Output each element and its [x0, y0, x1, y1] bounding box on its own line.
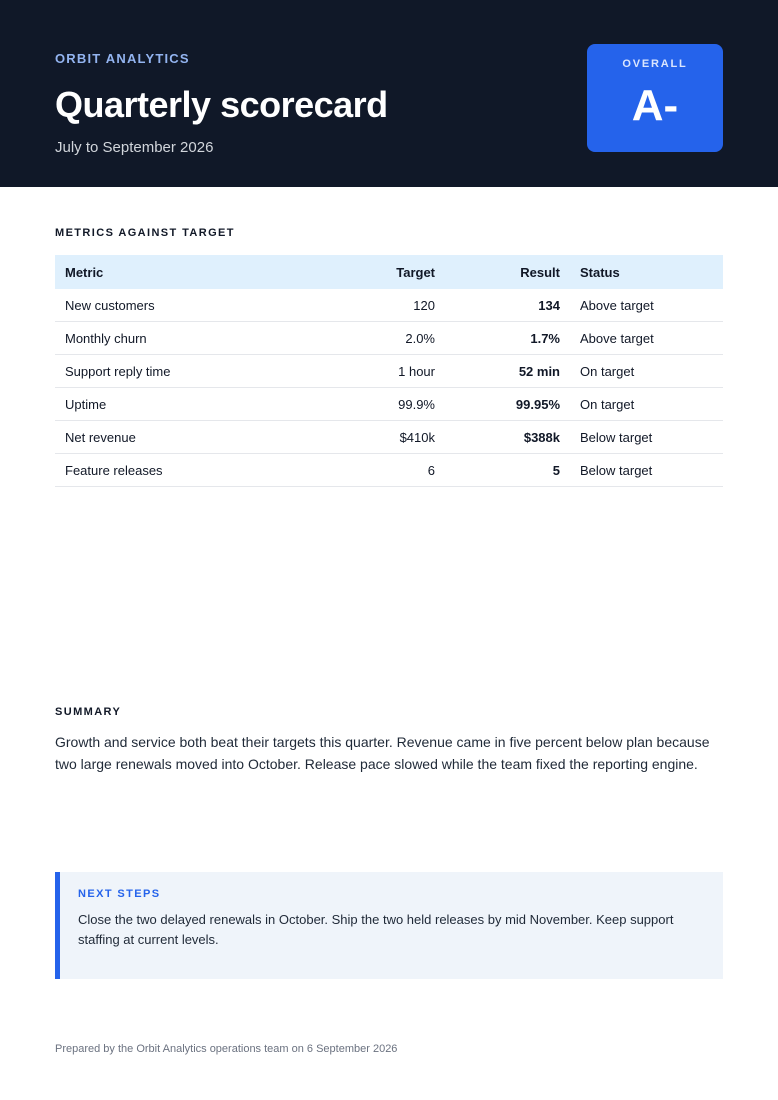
table-row [55, 322, 723, 355]
result-cell: 1.7% [445, 322, 570, 355]
next-steps-label: NEXT STEPS [78, 888, 161, 900]
result-cell: 134 [445, 289, 570, 322]
footer-note: Prepared by the Orbit Analytics operations team on 6 September 2026 [55, 1043, 398, 1055]
metrics-section-label: METRICS AGAINST TARGET [55, 227, 235, 239]
target-cell: $410k [315, 421, 445, 454]
status-cell: Below target [570, 421, 723, 454]
next-steps-callout [55, 872, 723, 979]
status-cell: Above target [570, 289, 723, 322]
result-cell: 52 min [445, 355, 570, 388]
metrics-table [55, 255, 723, 487]
metric-cell: Monthly churn [55, 322, 315, 355]
status-cell: Above target [570, 322, 723, 355]
table-row [55, 454, 723, 487]
table-header-row [55, 255, 723, 289]
column-header-status: Status [570, 255, 723, 289]
report-period: July to September 2026 [55, 139, 214, 156]
target-cell: 2.0% [315, 322, 445, 355]
table-row [55, 289, 723, 322]
page-title: Quarterly scorecard [55, 84, 388, 125]
table-row [55, 388, 723, 421]
status-cell: On target [570, 388, 723, 421]
target-cell: 6 [315, 454, 445, 487]
target-cell: 99.9% [315, 388, 445, 421]
status-cell: On target [570, 355, 723, 388]
table-row [55, 421, 723, 454]
target-cell: 1 hour [315, 355, 445, 388]
result-cell: 5 [445, 454, 570, 487]
column-header-target: Target [315, 255, 445, 289]
metric-cell: Net revenue [55, 421, 315, 454]
summary-section-label: SUMMARY [55, 706, 122, 718]
overall-grade-value: A- [631, 81, 679, 130]
overall-grade-badge [587, 44, 723, 152]
result-cell: $388k [445, 421, 570, 454]
column-header-result: Result [445, 255, 570, 289]
metric-cell: Feature releases [55, 454, 315, 487]
column-header-metric: Metric [55, 255, 315, 289]
summary-text: Growth and service both beat their targets this quarter. Revenue came in five percent below plan because two large renewals moved into October. Release pace slowed while the team fixed the reporting engine. [55, 734, 710, 772]
metric-cell: New customers [55, 289, 315, 322]
target-cell: 120 [315, 289, 445, 322]
overall-grade-label: OVERALL [622, 58, 688, 70]
table-row [55, 355, 723, 388]
brand-name: ORBIT ANALYTICS [55, 51, 190, 66]
metric-cell: Support reply time [55, 355, 315, 388]
next-steps-text: Close the two delayed renewals in October. Ship the two held releases by mid November. Keep support staffing at current levels. [78, 912, 674, 947]
status-cell: Below target [570, 454, 723, 487]
report-header [0, 0, 778, 187]
metric-cell: Uptime [55, 388, 315, 421]
result-cell: 99.95% [445, 388, 570, 421]
